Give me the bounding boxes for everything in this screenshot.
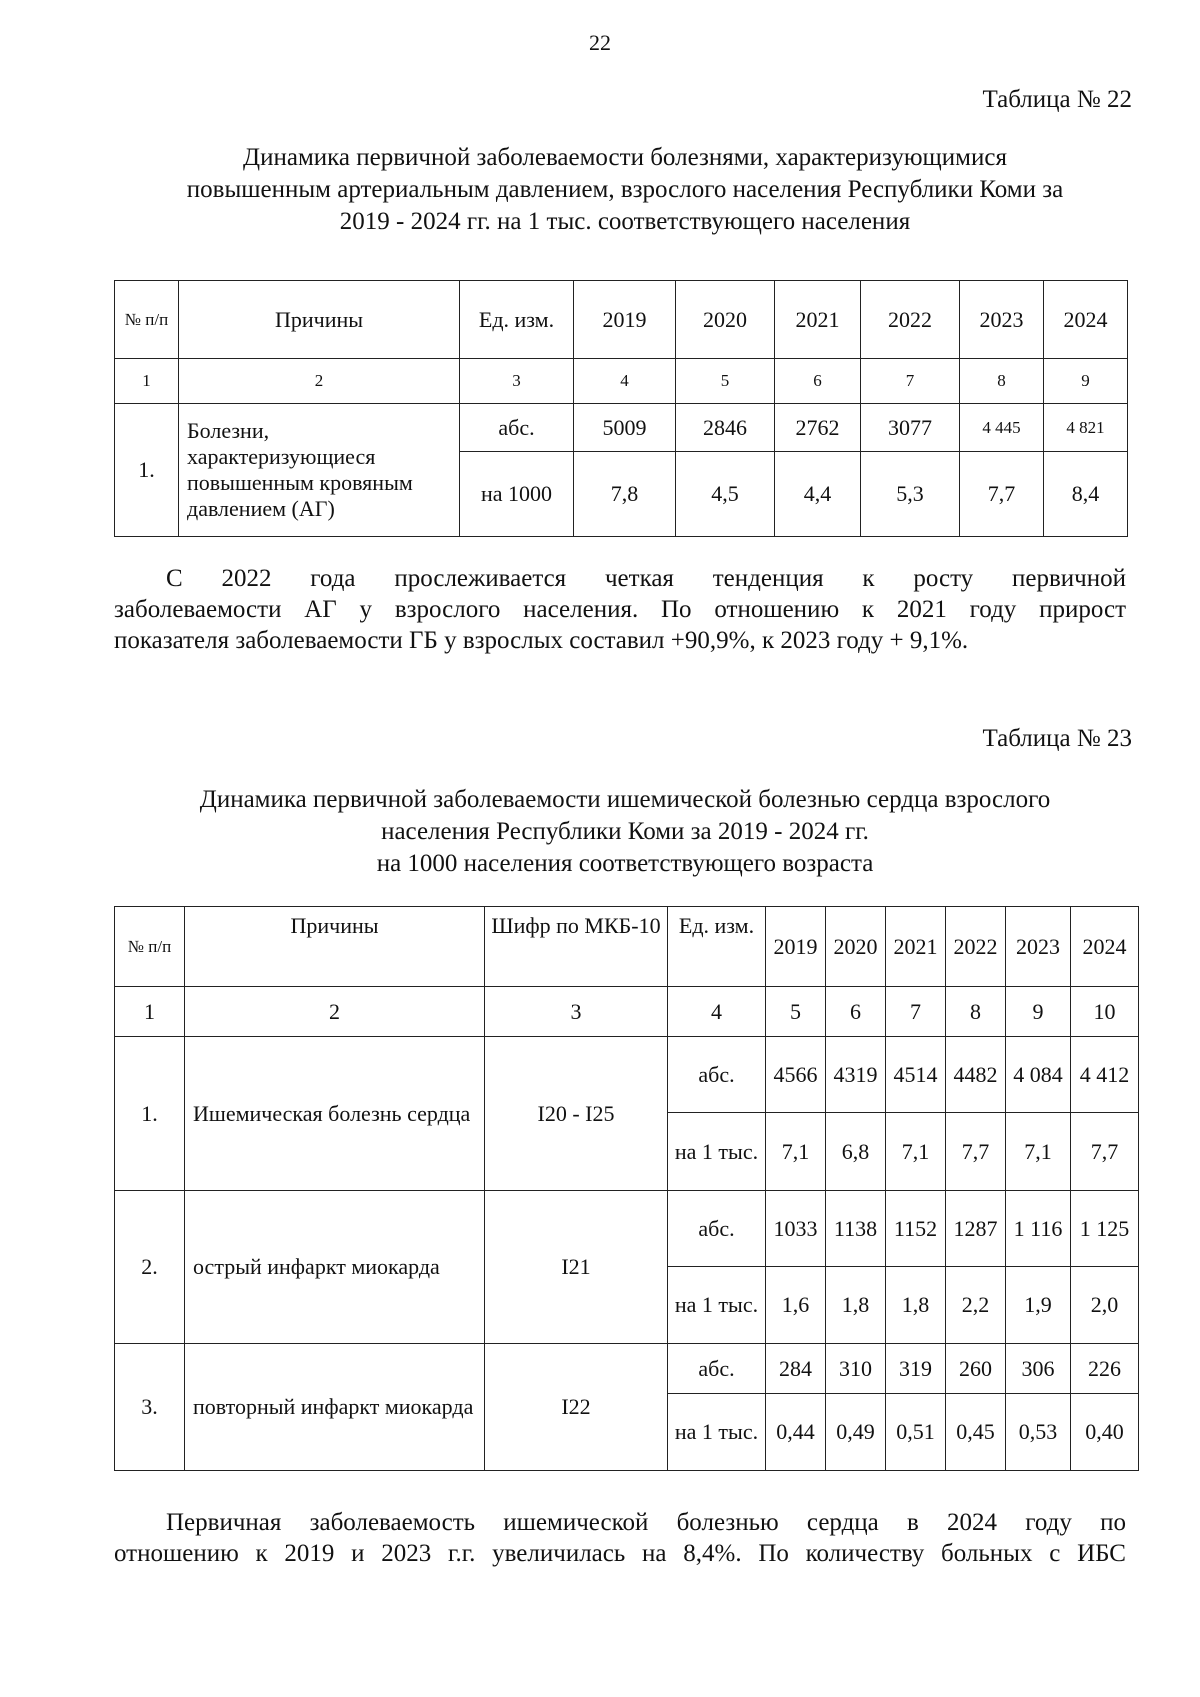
table-23-label: Таблица № 23 [982,725,1132,752]
value-cell: 2762 [775,404,861,452]
header-cell-year: 2022 [861,281,960,359]
column-number-cell: 6 [775,359,861,404]
table-22-caption [100,142,1150,238]
unit-cell: на 1000 [460,452,574,537]
value-cell: 1 125 [1071,1191,1139,1267]
column-number-cell: 5 [766,987,826,1037]
column-number-row [115,359,1128,404]
caption-line: населения Республики Коми за 2019 - 2024 гг. [381,818,869,845]
row-number-cell: 1. [115,404,179,537]
paragraph-line: отношению к 2019 и 2023 г.г. увеличилась на 8,4%. По количеству больных с ИБС [114,1540,1126,1567]
value-cell: 1 116 [1006,1191,1071,1267]
table-23 [114,906,1139,1471]
value-cell: 1,6 [766,1267,826,1344]
value-cell: 0,44 [766,1394,826,1471]
paragraph-line: С 2022 года прослеживается четкая тенденция к росту первичной [166,565,1126,592]
column-number-cell: 3 [485,987,668,1037]
unit-cell: на 1 тыс. [668,1267,766,1344]
column-number-cell: 9 [1044,359,1128,404]
table-22-label: Таблица № 22 [982,86,1132,113]
header-cell-number: № п/п [115,907,185,987]
table-row [115,1191,1139,1267]
value-cell: 4319 [826,1037,886,1113]
caption-line: повышенным артериальным давлением, взрослого населения Республики Коми за [186,176,1064,203]
header-cell-year: 2020 [676,281,775,359]
header-cell-year: 2024 [1071,907,1139,987]
column-number-cell: 6 [826,987,886,1037]
column-number-cell: 3 [460,359,574,404]
column-number-cell: 7 [886,987,946,1037]
header-cell-causes: Причины [185,907,485,987]
header-cell-number: № п/п [115,281,179,359]
value-cell: 1,9 [1006,1267,1071,1344]
value-cell: 2,2 [946,1267,1006,1344]
paragraph-line: заболеваемости АГ у взрослого населения. По отношению к 2021 году прирост [114,596,1126,623]
value-cell: 4 821 [1044,404,1128,452]
cause-cell: Ишемическая болезнь сердца [185,1037,485,1191]
value-cell: 319 [886,1344,946,1394]
value-cell: 1033 [766,1191,826,1267]
value-cell: 7,7 [960,452,1044,537]
row-number-cell: 2. [115,1191,185,1344]
header-cell-units: Ед. изм. [668,907,766,987]
value-cell: 4 412 [1071,1037,1139,1113]
page-number: 22 [589,30,611,55]
column-number-cell: 1 [115,987,185,1037]
header-cell-year: 2021 [886,907,946,987]
icd-code-cell: I21 [485,1191,668,1344]
value-cell: 0,51 [886,1394,946,1471]
caption-line: 2019 - 2024 гг. на 1 тыс. соответствующего населения [339,208,911,235]
header-cell-causes: Причины [179,281,460,359]
unit-cell: абс. [668,1037,766,1113]
unit-cell: на 1 тыс. [668,1113,766,1191]
table-22 [114,280,1128,537]
value-cell: 5,3 [861,452,960,537]
value-cell: 4 084 [1006,1037,1071,1113]
icd-code-cell: I20 - I25 [485,1037,668,1191]
column-number-row [115,987,1139,1037]
column-number-cell: 5 [676,359,775,404]
cause-cell: острый инфаркт миокарда [185,1191,485,1344]
paragraph-line: показателя заболеваемости ГБ у взрослых составил +90,9%, к 2023 году + 9,1%. [114,627,969,654]
value-cell: 1152 [886,1191,946,1267]
value-cell: 4566 [766,1037,826,1113]
value-cell: 7,1 [766,1113,826,1191]
value-cell: 7,1 [886,1113,946,1191]
value-cell: 8,4 [1044,452,1128,537]
column-number-cell: 2 [179,359,460,404]
value-cell: 3077 [861,404,960,452]
header-cell-units: Ед. изм. [460,281,574,359]
column-number-cell: 7 [861,359,960,404]
value-cell: 1,8 [826,1267,886,1344]
value-cell: 4482 [946,1037,1006,1113]
paragraph-2 [114,1507,1126,1569]
column-number-cell: 9 [1006,987,1071,1037]
column-number-cell: 8 [960,359,1044,404]
header-cell-year: 2021 [775,281,861,359]
caption-line: на 1000 населения соответствующего возраста [376,850,874,877]
value-cell: 4,4 [775,452,861,537]
value-cell: 5009 [574,404,676,452]
value-cell: 1,8 [886,1267,946,1344]
table-header-row [115,281,1128,359]
header-cell-year: 2022 [946,907,1006,987]
value-cell: 0,53 [1006,1394,1071,1471]
column-number-cell: 4 [574,359,676,404]
value-cell: 0,40 [1071,1394,1139,1471]
row-number-cell: 3. [115,1344,185,1471]
value-cell: 7,1 [1006,1113,1071,1191]
cause-cell: повторный инфаркт миокарда [185,1344,485,1471]
header-cell-year: 2019 [574,281,676,359]
caption-line: Динамика первичной заболеваемости болезнями, характеризующимися [243,144,1007,171]
column-number-cell: 1 [115,359,179,404]
row-number-cell: 1. [115,1037,185,1191]
header-cell-year: 2020 [826,907,886,987]
table-row [115,404,1128,452]
column-number-cell: 4 [668,987,766,1037]
header-cell-year: 2023 [960,281,1044,359]
column-number-cell: 10 [1071,987,1139,1037]
value-cell: 2846 [676,404,775,452]
header-cell-year: 2023 [1006,907,1071,987]
caption-line: Динамика первичной заболеваемости ишемической болезнью сердца взрослого [199,786,1051,813]
unit-cell: абс. [460,404,574,452]
header-cell-year: 2024 [1044,281,1128,359]
value-cell: 226 [1071,1344,1139,1394]
value-cell: 0,49 [826,1394,886,1471]
column-number-cell: 2 [185,987,485,1037]
value-cell: 0,45 [946,1394,1006,1471]
value-cell: 306 [1006,1344,1071,1394]
column-number-cell: 8 [946,987,1006,1037]
cause-cell: Болезни, характеризующиеся повышенным кровяным давлением (АГ) [179,404,460,537]
unit-cell: абс. [668,1191,766,1267]
value-cell: 1287 [946,1191,1006,1267]
value-cell: 260 [946,1344,1006,1394]
header-cell-icd-code: Шифр по МКБ-10 [485,907,668,987]
header-cell-year: 2019 [766,907,826,987]
unit-cell: на 1 тыс. [668,1394,766,1471]
value-cell: 1138 [826,1191,886,1267]
table-header-row [115,907,1139,987]
value-cell: 4514 [886,1037,946,1113]
table-row [115,1344,1139,1394]
icd-code-cell: I22 [485,1344,668,1471]
value-cell: 7,7 [1071,1113,1139,1191]
value-cell: 7,8 [574,452,676,537]
paragraph-line: Первичная заболеваемость ишемической болезнью сердца в 2024 году по [166,1509,1126,1536]
table-23-caption [100,784,1150,880]
value-cell: 2,0 [1071,1267,1139,1344]
value-cell: 6,8 [826,1113,886,1191]
paragraph-1 [114,563,1126,656]
value-cell: 4,5 [676,452,775,537]
value-cell: 7,7 [946,1113,1006,1191]
table-row [115,1037,1139,1113]
value-cell: 4 445 [960,404,1044,452]
value-cell: 310 [826,1344,886,1394]
unit-cell: абс. [668,1344,766,1394]
value-cell: 284 [766,1344,826,1394]
